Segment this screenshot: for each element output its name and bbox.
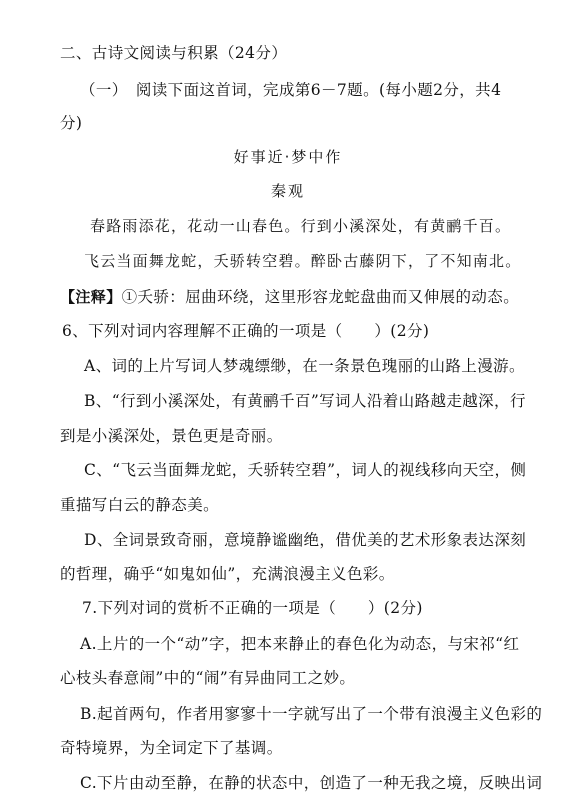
question-6-option-b-line1: B、“行到小溪深处，有黄鹂千百”写词人沿着山路越走越深，行 — [84, 392, 526, 410]
question-7-option-c-line1: C.下片由动至静，在静的状态中，创造了一种无我之境，反映出词 — [80, 774, 543, 792]
question-6-option-d-line2: 的哲理，确乎“如鬼如仙”，充满浪漫主义色彩。 — [60, 565, 395, 583]
question-6-option-c-line1: C、“飞云当面舞龙蛇，夭骄转空碧”，词人的视线移向天空，侧 — [84, 461, 527, 479]
reading-instruction-line1: （一） 阅读下面这首词，完成第6－7题。(每小题2分，共4 — [80, 81, 502, 99]
question-6-option-d-line1: D、全词景致奇丽，意境静谧幽绝，借优美的艺术形象表达深刻 — [84, 531, 527, 549]
annotation-text: ①夭骄：屈曲环绕，这里形容龙蛇盘曲而又伸展的动态。 — [121, 288, 520, 306]
question-7-option-b-line2: 奇特境界，为全词定下了基调。 — [60, 739, 283, 757]
question-7-stem: 7.下列对词的赏析不正确的一项是（ ）(2分) — [82, 599, 423, 617]
question-6-option-c-line2: 重描写白云的静态美。 — [60, 496, 220, 514]
annotation-label: 【注释】 — [60, 288, 122, 306]
poem-author: 秦观 — [270, 182, 305, 200]
question-7-option-b-line1: B.起首两句，作者用寥寥十一字就写出了一个带有浪漫主义色彩的 — [80, 705, 543, 723]
question-6-stem: 6、下列对词内容理解不正确的一项是（ ）(2分) — [62, 322, 430, 340]
poem-title: 好事近·梦中作 — [233, 148, 343, 166]
reading-instruction-line2: 分) — [60, 114, 83, 132]
annotation — [60, 286, 519, 308]
question-6-option-b-line2: 到是小溪深处，景色更是奇丽。 — [60, 427, 283, 445]
question-6-option-a: A、词的上片写词人梦魂缥缈，在一条景色瑰丽的山路上漫游。 — [84, 357, 525, 375]
poem-line-2: 飞云当面舞龙蛇，夭骄转空碧。醉卧古藤阴下，了不知南北。 — [84, 252, 522, 270]
question-7-option-a-line1: A.上片的一个“动”字，把本来静止的春色化为动态，与宋祁“红 — [80, 635, 520, 653]
section-heading: 二、古诗文阅读与积累（24分） — [60, 44, 288, 62]
poem-line-1: 春路雨添花，花动一山春色。行到小溪深处，有黄鹂千百。 — [90, 217, 512, 235]
question-7-option-a-line2: 心枝头春意闹”中的“闹”有异曲同工之妙。 — [60, 669, 356, 687]
